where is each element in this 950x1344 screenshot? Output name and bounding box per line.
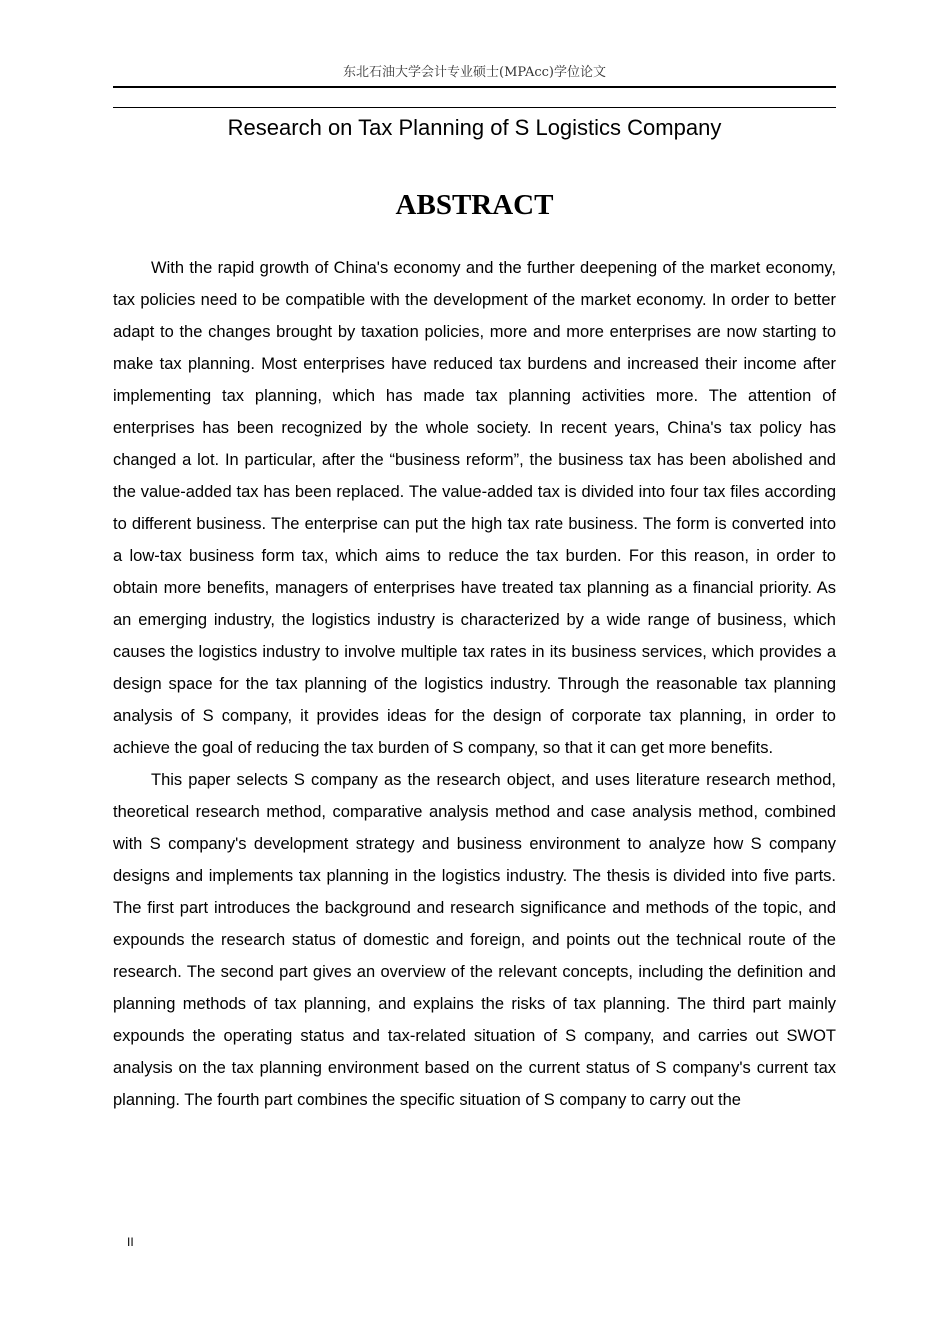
abstract-paragraph: With the rapid growth of China's economy and the further deepening of the market economy, tax policies need to be compatible with the development of the market economy. In order to better adapt to the changes brought by taxation policies, more and more enterprises are now starting to make tax planning. Most enterprises have reduced tax burdens and increased their income after implementing tax planning, which has made tax planning activities more. The attention of enterprises has been recognized by the whole society. In recent years, China's tax policy has changed a lot. In particular, after the “business reform”, the business tax has been abolished and the value-added tax has been replaced. The value-added tax is divided into four tax files according to different business. The enterprise can put the high tax rate business. The form is converted into a low-tax business form tax, which aims to reduce the tax burden. For this reason, in order to obtain more benefits, managers of enterprises have treated tax planning as a financial priority. As an emerging industry, the logistics industry is characterized by a wide range of business, which causes the logistics industry to involve multiple tax rates in its business services, which provides a design space for the tax planning of the logistics industry. Through the reasonable tax planning analysis of S company, it provides ideas for the design of corporate tax planning, in order to achieve the goal of reducing the tax burden of S company, so that it can get more benefits. [113, 259, 836, 757]
header-rule-thick [113, 86, 836, 88]
abstract-paragraph: This paper selects S company as the research object, and uses literature research method, theoretical research method, comparative analysis method and case analysis method, combined with S company's development strategy and business environment to analyze how S company designs and implements tax planning in the logistics industry. The thesis is divided into five parts. The first part introduces the background and research significance and methods of the topic, and expounds the research status of domestic and foreign, and points out the technical route of the research. The second part gives an overview of the relevant concepts, including the definition and planning methods of tax planning, and explains the risks of tax planning. The third part mainly expounds the operating status and tax-related situation of S company, and carries out SWOT analysis on the tax planning environment based on the current status of S company's current tax planning. The fourth part combines the specific situation of S company to carry out the [113, 771, 836, 1109]
english-title: Research on Tax Planning of S Logistics Company [227, 115, 722, 140]
abstract-heading: ABSTRACT [395, 189, 554, 221]
header-rule-thin [113, 107, 836, 108]
running-header: 东北石油大学会计专业硕士(MPAcc)学位论文 [343, 65, 606, 80]
abstract-body [113, 252, 836, 1116]
page-number: II [127, 1235, 134, 1249]
